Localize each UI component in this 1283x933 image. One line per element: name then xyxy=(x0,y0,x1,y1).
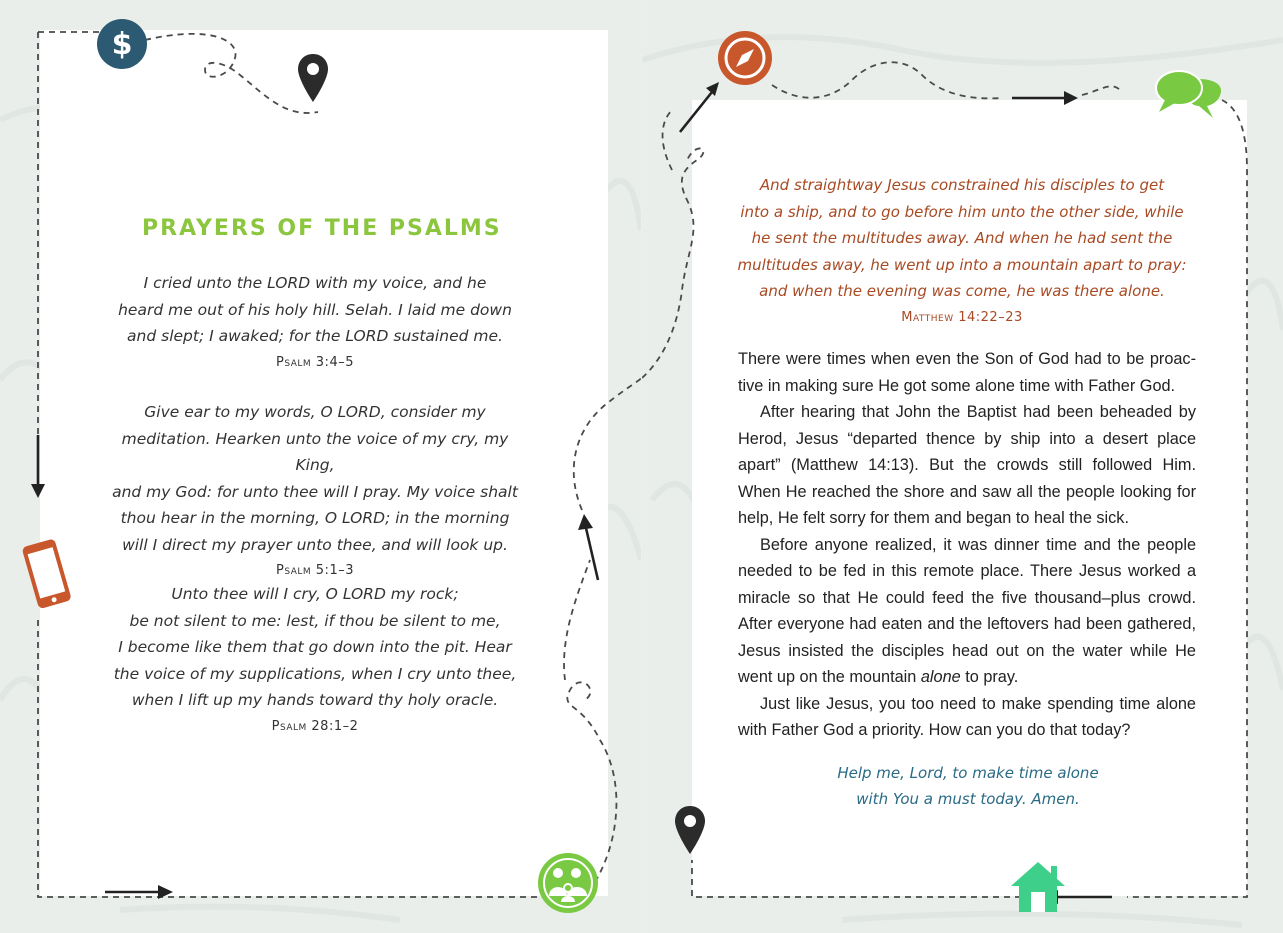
devotional-body xyxy=(738,346,1196,744)
paragraph-text-end: to pray. xyxy=(960,668,1019,686)
verse-line: into a ship, and to go before him unto the other side, while xyxy=(740,202,1184,221)
prayer-line: with You a must today. Amen. xyxy=(856,790,1080,808)
psalm-line: thou hear in the morning, O LORD; in the morning xyxy=(120,509,510,527)
psalm-line: the voice of my supplications, when I cry unto thee, xyxy=(113,664,517,683)
psalm-line: Give ear to my words, O LORD, consider my xyxy=(144,403,486,421)
psalm-line: will I direct my prayer unto thee, and will look up. xyxy=(122,535,508,554)
location-pin-icon xyxy=(296,52,330,104)
family-icon xyxy=(537,852,599,914)
verse-line: and when the evening was come, he was there alone. xyxy=(759,282,1165,300)
svg-text:$: $ xyxy=(111,27,133,62)
paragraph xyxy=(738,532,1196,691)
psalm-line: be not silent to me: lest, if thou be silent to me, xyxy=(129,611,501,630)
phone-icon xyxy=(14,536,78,614)
dollar-icon xyxy=(96,18,148,70)
psalm-line: I become like them that go down into the pit. Hear xyxy=(118,638,512,656)
psalm-line: Unto thee will I cry, O LORD my rock; xyxy=(171,585,459,603)
closing-prayer xyxy=(782,760,1154,812)
psalm-block-3 xyxy=(110,581,520,740)
psalm-reference: Psalm 5:1–3 xyxy=(276,563,354,578)
verse-line: he sent the multitudes away. And when he had sent the xyxy=(751,229,1173,247)
emphasis-word: alone xyxy=(920,668,961,686)
psalm-line: and my God: for unto thee will I pray. My voice shalt xyxy=(112,482,518,501)
psalm-reference: Psalm 3:4–5 xyxy=(276,354,354,370)
compass-icon xyxy=(717,30,773,86)
home-icon xyxy=(1009,858,1067,914)
verse-line: And straightway Jesus constrained his disciples to get xyxy=(759,176,1165,194)
psalm-block-2 xyxy=(110,399,520,585)
verse-reference: Matthew 14:22–23 xyxy=(901,309,1023,325)
psalm-line: heard me out of his holy hill. Selah. I laid me down xyxy=(118,300,512,319)
location-pin-icon xyxy=(673,804,707,856)
prayer-line: Help me, Lord, to make time alone xyxy=(837,764,1099,782)
psalm-line: meditation. Hearken unto the voice of my cry, my King, xyxy=(121,429,509,474)
right-page xyxy=(642,0,1283,933)
paragraph: There were times when even the Son of God had to be proac-tive in making sure He got some alone time with Father God. xyxy=(738,350,1196,395)
psalm-block-1 xyxy=(110,270,520,376)
psalm-line: I cried unto the LORD with my voice, and he xyxy=(143,274,487,292)
psalm-reference: Psalm 28:1–2 xyxy=(271,718,359,734)
section-title: PRAYERS OF THE PSALMS xyxy=(142,216,502,241)
paragraph: Just like Jesus, you too need to make spending time alone with Father God a priority. How can you do that today? xyxy=(738,694,1196,739)
scripture-verse xyxy=(732,172,1192,331)
psalm-line: when I lift up my hands toward thy holy oracle. xyxy=(131,691,499,709)
verse-line: multitudes away, he went up into a mountain apart to pray: xyxy=(737,255,1187,274)
paragraph-text: Before anyone realized, it was dinner time and the people needed to be fed in this remote place. There Jesus worked a miracle so that He could feed the five thousand–plus crowd. After everyone had eaten and the leftovers had been gathered, Jesus insisted the disciples head out on the water while He went up on the mountain xyxy=(738,535,1196,686)
psalm-line: and slept; I awaked; for the LORD sustained me. xyxy=(127,327,503,345)
chat-bubbles-icon xyxy=(1155,68,1223,124)
left-page xyxy=(0,0,641,933)
paragraph: After hearing that John the Baptist had been beheaded by Herod, Jesus “departed thence by ship into a desert place apart” (Matthew 14:13). But the crowds still followed Him. When He reached the shore and saw all the people looking for help, He felt sorry for them and began to heal the sick. xyxy=(738,403,1196,527)
